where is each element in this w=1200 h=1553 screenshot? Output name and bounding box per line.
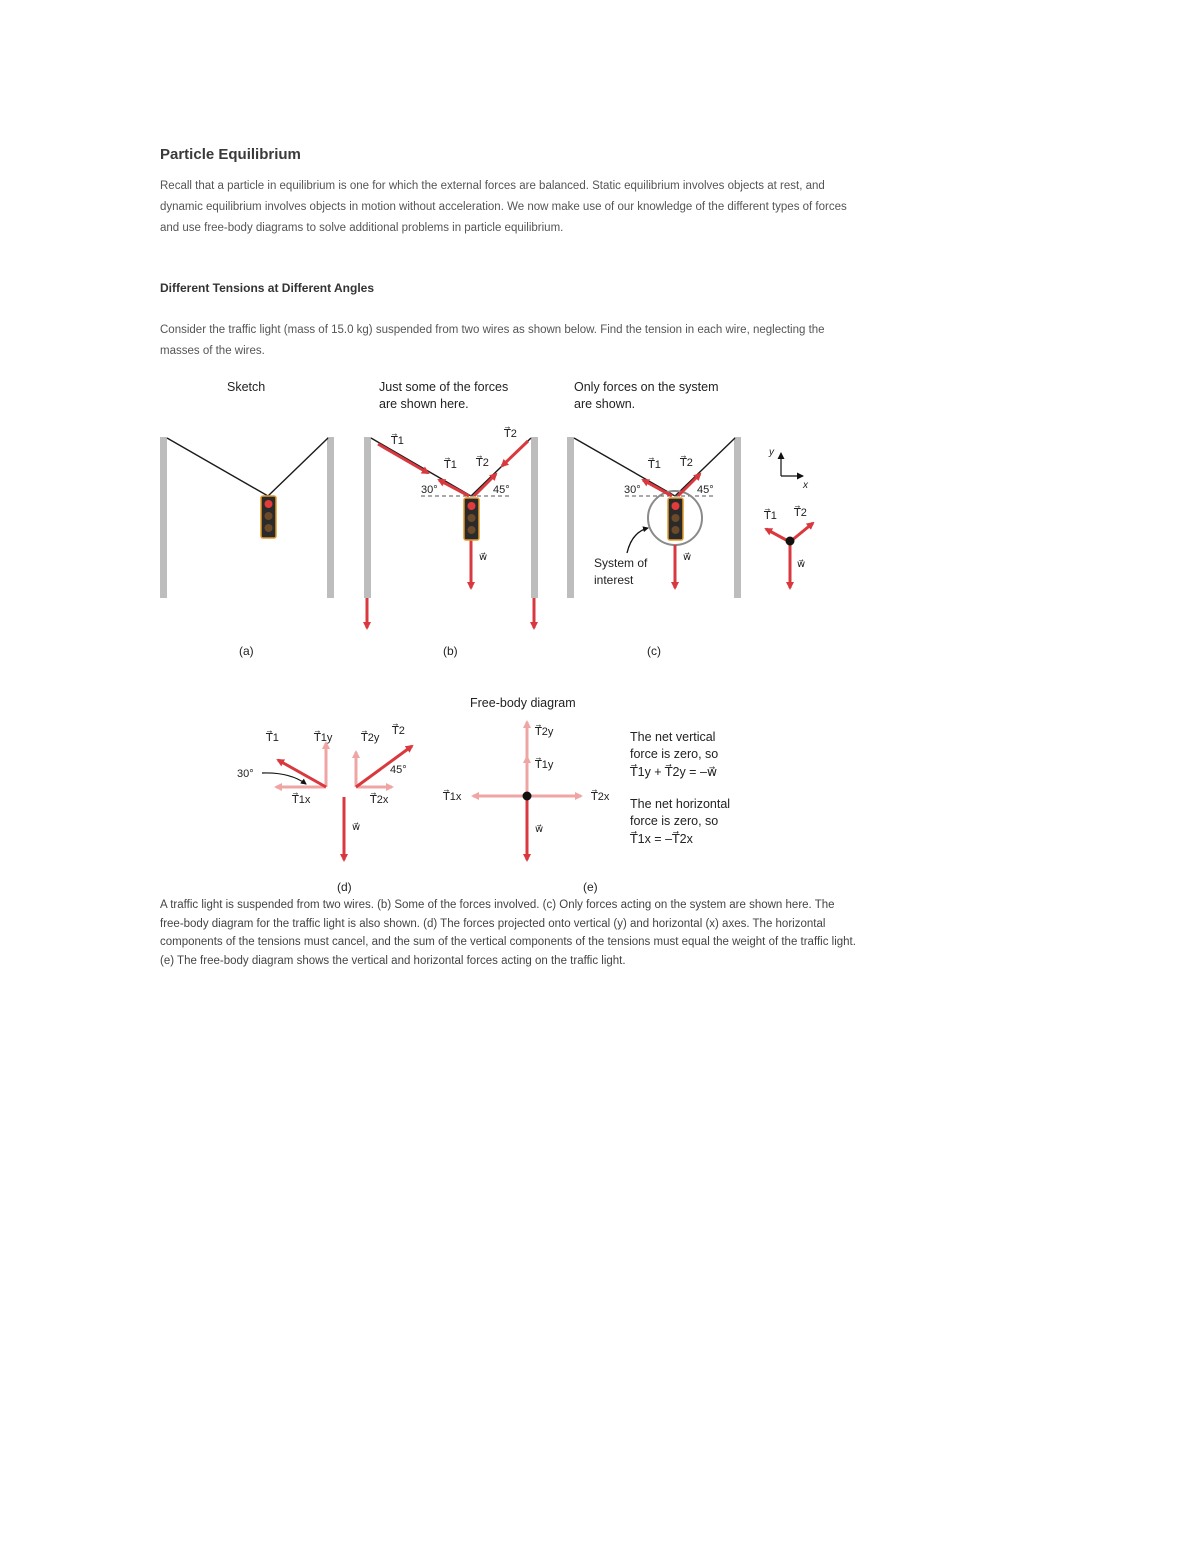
axis-y-label: y [769,447,774,458]
traffic-light-a [261,496,276,538]
problem-paragraph: Consider the traffic light (mass of 15.0 kg) suspended from two wires as shown below. Find the tension in each wire, neglecting the masses of the wires. [160,324,825,357]
label-w-b: w⃗ [479,552,488,563]
force-t1-c [643,480,672,496]
label-t2y-d: T⃗2y [361,732,380,744]
note-horizontal-line1: The net horizontal [630,797,731,811]
label-t2-b: T⃗2 [476,457,489,469]
heading-c-line1: Only forces on the system [574,380,719,394]
heading-b-line2: are shown here. [379,397,469,411]
panel-d [237,723,412,860]
angle-30-c: 30° [624,484,641,496]
panel-a [160,437,334,598]
angle-45-c: 45° [697,484,714,496]
panel-e [442,696,730,860]
pole-left-b [364,437,371,598]
heading-c-line2: are shown. [574,397,636,411]
heading-b-line1: Just some of the forces [379,380,509,394]
angle-30-b: 30° [421,484,438,496]
mini-force-t1 [766,529,788,541]
system-label-line1: System of [594,556,648,570]
angle-pointer-30-d [262,773,306,784]
label-w-c: w⃗ [683,552,692,563]
label-w-d: w⃗ [352,822,361,833]
label-t1-d: T⃗1 [266,732,279,744]
intro-paragraph: Recall that a particle in equilibrium is one for which the external forces are balanced. Static equilibrium involves objects at rest, and dynamic equilibrium involves objects in motion without acceleration. We now make use of our knowledge of the different types of forces and use free-body diagrams to solve additional problems in particle equilibrium. [160,180,847,234]
fbd-heading: Free-body diagram [470,696,576,710]
wire-right-a [268,438,328,496]
label-t1y-d: T⃗1y [314,732,333,744]
label-t2-d: T⃗2 [392,725,405,737]
system-label-line2: interest [594,573,634,587]
fbd-label-w: w⃗ [535,824,544,835]
traffic-light-c [668,498,683,540]
pole-right-b [531,437,538,598]
label-t2-c: T⃗2 [680,457,693,469]
pole-right-a [327,437,334,598]
force-t2-on-pole [502,441,528,466]
panel-label-a: (a) [239,644,254,658]
angle-45-b: 45° [493,484,510,496]
angle-30-d: 30° [237,768,254,780]
mini-force-t2 [791,523,813,541]
force-t1-on-pole [378,444,428,473]
mini-label-w: w⃗ [797,559,806,570]
figure-caption: A traffic light is suspended from two wires. (b) Some of the forces involved. (c) Only forces acting on the system are shown here. The free-body diagram for the traffic light is also shown. (d) The forces projected onto vertical (y) and horizontal (x) axes. The horizontal components of the tensions must cancel, and the sum of the vertical components of the tensions must equal the weight of the traffic light. (e) The free-body diagram shows the vertical and horizontal forces acting on the traffic light. [160,899,856,967]
label-t2-pole-b: T⃗2 [504,428,517,440]
traffic-light-b [464,498,479,540]
axis-x-label: x [803,480,808,491]
note-vertical-line2: force is zero, so [630,747,719,761]
force-t1-d [278,760,326,787]
heading-a: Sketch [227,380,266,394]
mini-label-t2: T⃗2 [794,507,807,519]
panel-label-e: (e) [583,880,598,894]
section-subtitle: Different Tensions at Different Angles [160,281,375,295]
fbd-label-t1x: T⃗1x [443,791,462,803]
fbd-label-t2x: T⃗2x [591,791,610,803]
pole-left-a [160,437,167,598]
label-t1-pole-b: T⃗1 [391,435,404,447]
fbd-particle [523,792,532,801]
pole-right-c [734,437,741,598]
page-title: Particle Equilibrium [160,146,301,163]
panel-label-c: (c) [647,644,661,658]
note-horizontal-line2: force is zero, so [630,814,719,828]
label-t1-b: T⃗1 [444,459,457,471]
pole-left-c [567,437,574,598]
mini-particle [786,537,795,546]
fbd-label-t2y: T⃗2y [535,726,554,738]
angle-45-d: 45° [390,764,407,776]
label-t1x-d: T⃗1x [292,794,311,806]
note-horizontal-equation: T⃗1x = –T⃗2x [630,832,693,846]
note-vertical-equation: T⃗1y + T⃗2y = –w⃗ [630,765,718,779]
panel-label-b: (b) [443,644,458,658]
fbd-label-t1y: T⃗1y [535,759,554,771]
panel-label-d: (d) [337,880,352,894]
panel-b [364,426,538,628]
system-pointer-arrow [627,528,648,553]
label-t1-c: T⃗1 [648,459,661,471]
mini-label-t1: T⃗1 [764,510,777,522]
label-t2x-d: T⃗2x [370,794,389,806]
panel-c [567,437,741,598]
axes-and-mini-fbd [763,447,813,588]
note-vertical-line1: The net vertical [630,730,716,744]
force-t1-on-light-b [439,480,469,496]
wire-left-a [167,438,268,496]
